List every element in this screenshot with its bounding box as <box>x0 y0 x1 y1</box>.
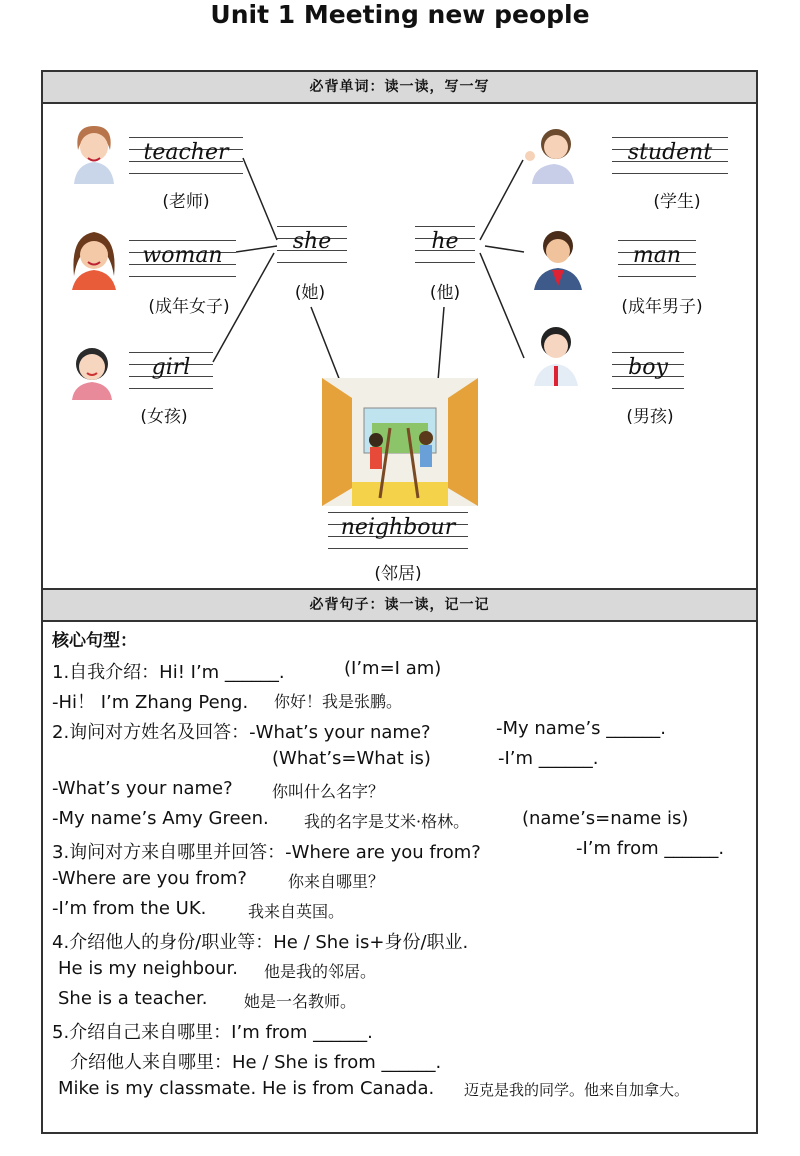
word-boy: boy <box>612 352 684 388</box>
sentence-line: -My name’s ______. <box>496 718 666 739</box>
sentence-note: (name’s=name is) <box>522 808 689 829</box>
line-woman-she <box>236 246 277 252</box>
sentence-line: He is my neighbour. <box>58 958 238 979</box>
man-icon <box>530 226 586 290</box>
sentence-line: She is a teacher. <box>58 988 208 1009</box>
sentence-line: 3.询问对方来自哪里并回答：-Where are you from? <box>52 842 481 863</box>
sentence-line: 1.自我介绍：Hi! I’m ______. <box>52 662 285 683</box>
boy-icon <box>528 322 584 386</box>
sentence-section-header: 必背句子：读一读，记一记 <box>43 590 756 622</box>
sentence-line: -What’s your name? <box>52 778 233 799</box>
word-man: man <box>618 240 696 276</box>
woman-icon <box>66 226 122 290</box>
neighbour-scene-image <box>322 378 478 506</box>
sentence-line: -Where are you from? <box>52 868 247 889</box>
word-girl: girl <box>129 352 213 388</box>
word-neighbour: neighbour <box>328 512 468 548</box>
sentence-line: Mike is my classmate. He is from Canada. <box>58 1078 435 1099</box>
line-boy-he <box>480 253 524 358</box>
sentence-translation: 你叫什么名字？ <box>272 782 385 801</box>
sentence-line: -I’m from ______. <box>576 838 725 859</box>
word-she-cn: (她) <box>294 283 326 303</box>
sentence-line: -My name’s Amy Green. <box>52 808 269 829</box>
word-neighbour-cn: (邻居) <box>374 564 422 584</box>
word-man-cn: (成年男子) <box>621 297 703 317</box>
sentence-translation: 他是我的邻居。 <box>264 962 377 981</box>
sentence-line: -Hi！ I’m Zhang Peng. <box>52 692 249 713</box>
sentence-line: 2.询问对方姓名及回答：-What’s your name? <box>52 722 431 743</box>
word-girl-cn: (女孩) <box>140 407 188 427</box>
vocab-section-header: 必背单词：读一读，写一写 <box>43 72 756 104</box>
sentence-translation: 她是一名教师。 <box>244 992 357 1011</box>
sentence-translation: 我的名字是艾米·格林。 <box>304 812 470 831</box>
word-woman-cn: (成年女子) <box>148 297 230 317</box>
sentence-translation: 迈克是我的同学。他来自加拿大。 <box>464 1081 690 1099</box>
sentence-line: 4.介绍他人的身份/职业等：He / She is+身份/职业. <box>52 932 469 953</box>
teacher-icon <box>66 120 122 184</box>
line-student-he <box>480 160 523 240</box>
sentence-note: (What’s=What is) <box>272 748 431 769</box>
word-boy-cn: (男孩) <box>626 407 674 427</box>
core-label: 核心句型： <box>52 631 137 651</box>
word-he-cn: (他) <box>429 283 461 303</box>
girl-icon <box>64 336 120 400</box>
sentence-line: -I’m from the UK. <box>52 898 207 919</box>
sentence-line: 介绍他人来自哪里：He / She is from ______. <box>70 1052 442 1073</box>
student-icon <box>524 120 580 184</box>
word-teacher: teacher <box>129 137 243 173</box>
word-teacher-cn: (老师) <box>162 192 210 212</box>
sentence-translation: 我来自英国。 <box>248 902 345 921</box>
word-she: she <box>277 226 347 262</box>
sentence-translation: 你好！我是张鹏。 <box>274 692 403 711</box>
line-man-he <box>485 246 524 252</box>
word-he: he <box>415 226 475 262</box>
word-student-cn: (学生) <box>653 192 701 212</box>
sentence-line: 5.介绍自己来自哪里：I’m from ______. <box>52 1022 373 1043</box>
sentence-note: (I’m=I am) <box>344 658 442 679</box>
sentence-line: -I’m ______. <box>498 748 599 769</box>
sentence-translation: 你来自哪里？ <box>288 872 385 891</box>
word-student: student <box>612 137 728 173</box>
page-title: Unit 1 Meeting new people <box>210 0 590 29</box>
word-woman: woman <box>129 240 236 276</box>
